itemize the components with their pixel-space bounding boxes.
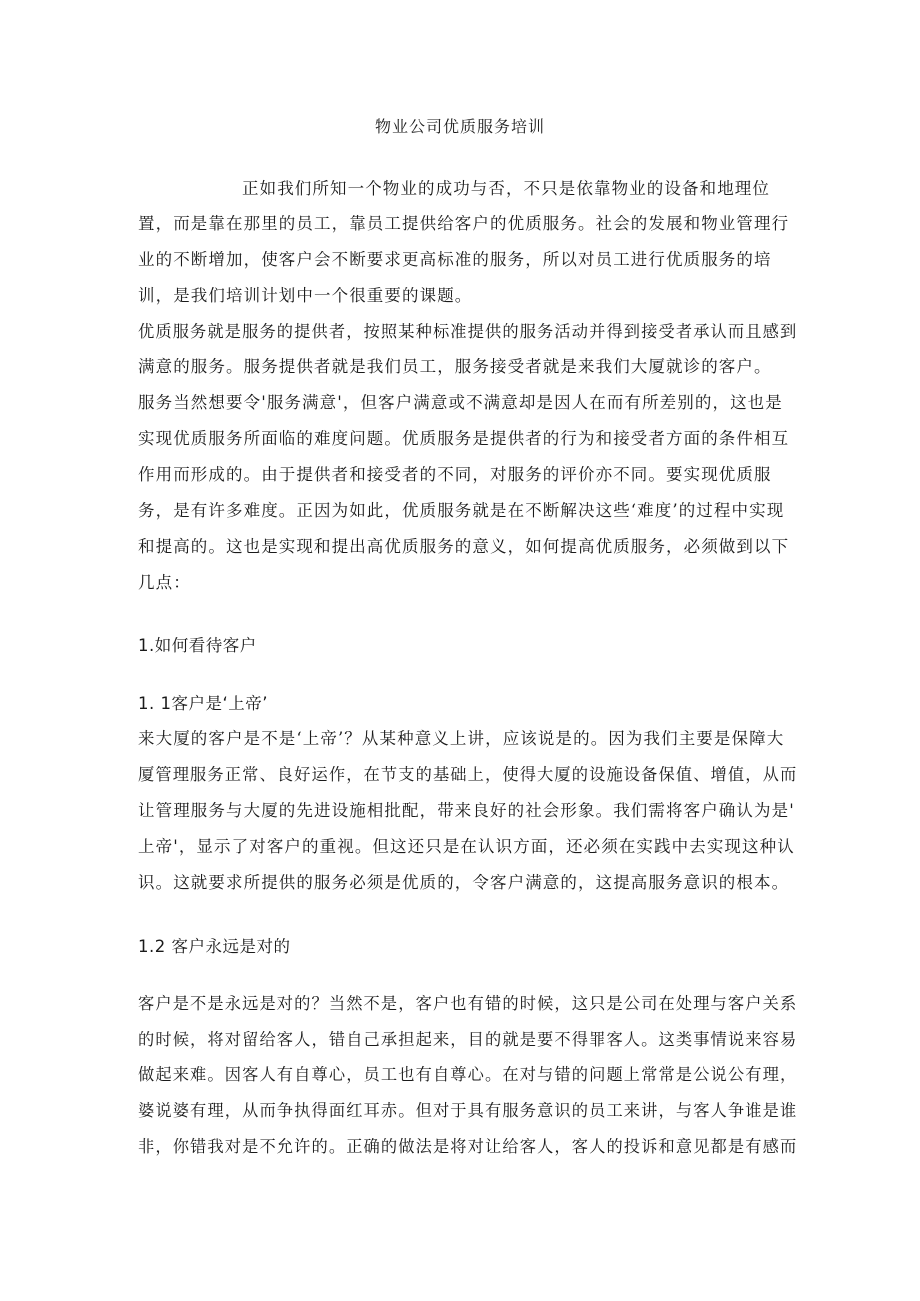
document-title: 物业公司优质服务培训 xyxy=(374,117,545,136)
section-body-line: 来大厦的客户是不是‘上帝’？从某种意义上讲，应该说是的。因为我们主要是保障大 xyxy=(138,729,785,748)
definition-line: 实现优质服务所面临的难度问题。优质服务是提供者的行为和接受者方面的条件相互 xyxy=(138,429,790,448)
section-body-line: 的时候，将对留给客人，错自己承担起来，目的就是要不得罪客人。这类事情说来容易 xyxy=(138,1030,798,1049)
definition-line: 优质服务就是服务的提供者，按照某种标准提供的服务活动并得到接受者承认而且感到 xyxy=(138,322,798,341)
subsection-heading: 1. 1客户是‘上帝’ xyxy=(138,694,268,713)
section-body-line: 客户是不是永远是对的？当然不是，客户也有错的时候，这只是公司在处理与客户关系 xyxy=(138,994,798,1013)
section-body-line: 识。这就要求所提供的服务必须是优质的，令客户满意的，这提高服务意识的根本。 xyxy=(138,873,790,892)
definition-line: 作用而形成的。由于提供者和接受者的不同，对服务的评价亦不同。要实现优质服 xyxy=(138,465,772,484)
definition-line: 满意的服务。服务提供者就是我们员工，服务接受者就是来我们大厦就诊的客户。 xyxy=(138,357,772,376)
intro-line: 置，而是靠在那里的员工，靠员工提供给客户的优质服务。社会的发展和物业管理行 xyxy=(138,214,790,233)
section-body-line: 婆说婆有理，从而争执得面红耳赤。但对于具有服务意识的员工来讲，与客人争谁是谁 xyxy=(138,1101,798,1120)
section-heading: 1.如何看待客户 xyxy=(138,636,257,655)
intro-line: 训，是我们培训计划中一个很重要的课题。 xyxy=(138,286,473,305)
section-body-line: 让管理服务与大厦的先进设施相批配，带来良好的社会形象。我们需将客户确认为是' xyxy=(138,801,795,820)
intro-line: 正如我们所知一个物业的成功与否，不只是依靠物业的设备和地理位 xyxy=(242,179,770,198)
definition-line: 几点： xyxy=(138,573,191,592)
definition-line: 服务当然想要令'服务满意'，但客户满意或不满意却是因人在而有所差别的，这也是 xyxy=(138,393,783,412)
intro-line: 业的不断增加，使客户会不断要求更高标准的服务，所以对员工进行优质服务的培 xyxy=(138,250,772,269)
section-body-line: 上帝'，显示了对客户的重视。但这还只是在认识方面，还必须在实践中去实现这种认 xyxy=(138,837,795,856)
section-body-line: 非，你错我对是不允许的。正确的做法是将对让给客人，客人的投诉和意见都是有感而 xyxy=(138,1137,798,1156)
definition-line: 和提高的。这也是实现和提出高优质服务的意义，如何提高优质服务，必须做到以下 xyxy=(138,537,790,556)
section-body-line: 做起来难。因客人有自尊心，员工也有自尊心。在对与错的问题上常常是公说公有理， xyxy=(138,1065,798,1084)
definition-line: 务，是有许多难度。正因为如此，优质服务就是在不断解决这些‘难度’的过程中实现 xyxy=(138,501,785,520)
subsection-heading: 1.2 客户永远是对的 xyxy=(138,937,291,956)
section-body-line: 厦管理服务正常、良好运作，在节支的基础上，使得大厦的设施设备保值、增值，从而 xyxy=(138,765,798,784)
